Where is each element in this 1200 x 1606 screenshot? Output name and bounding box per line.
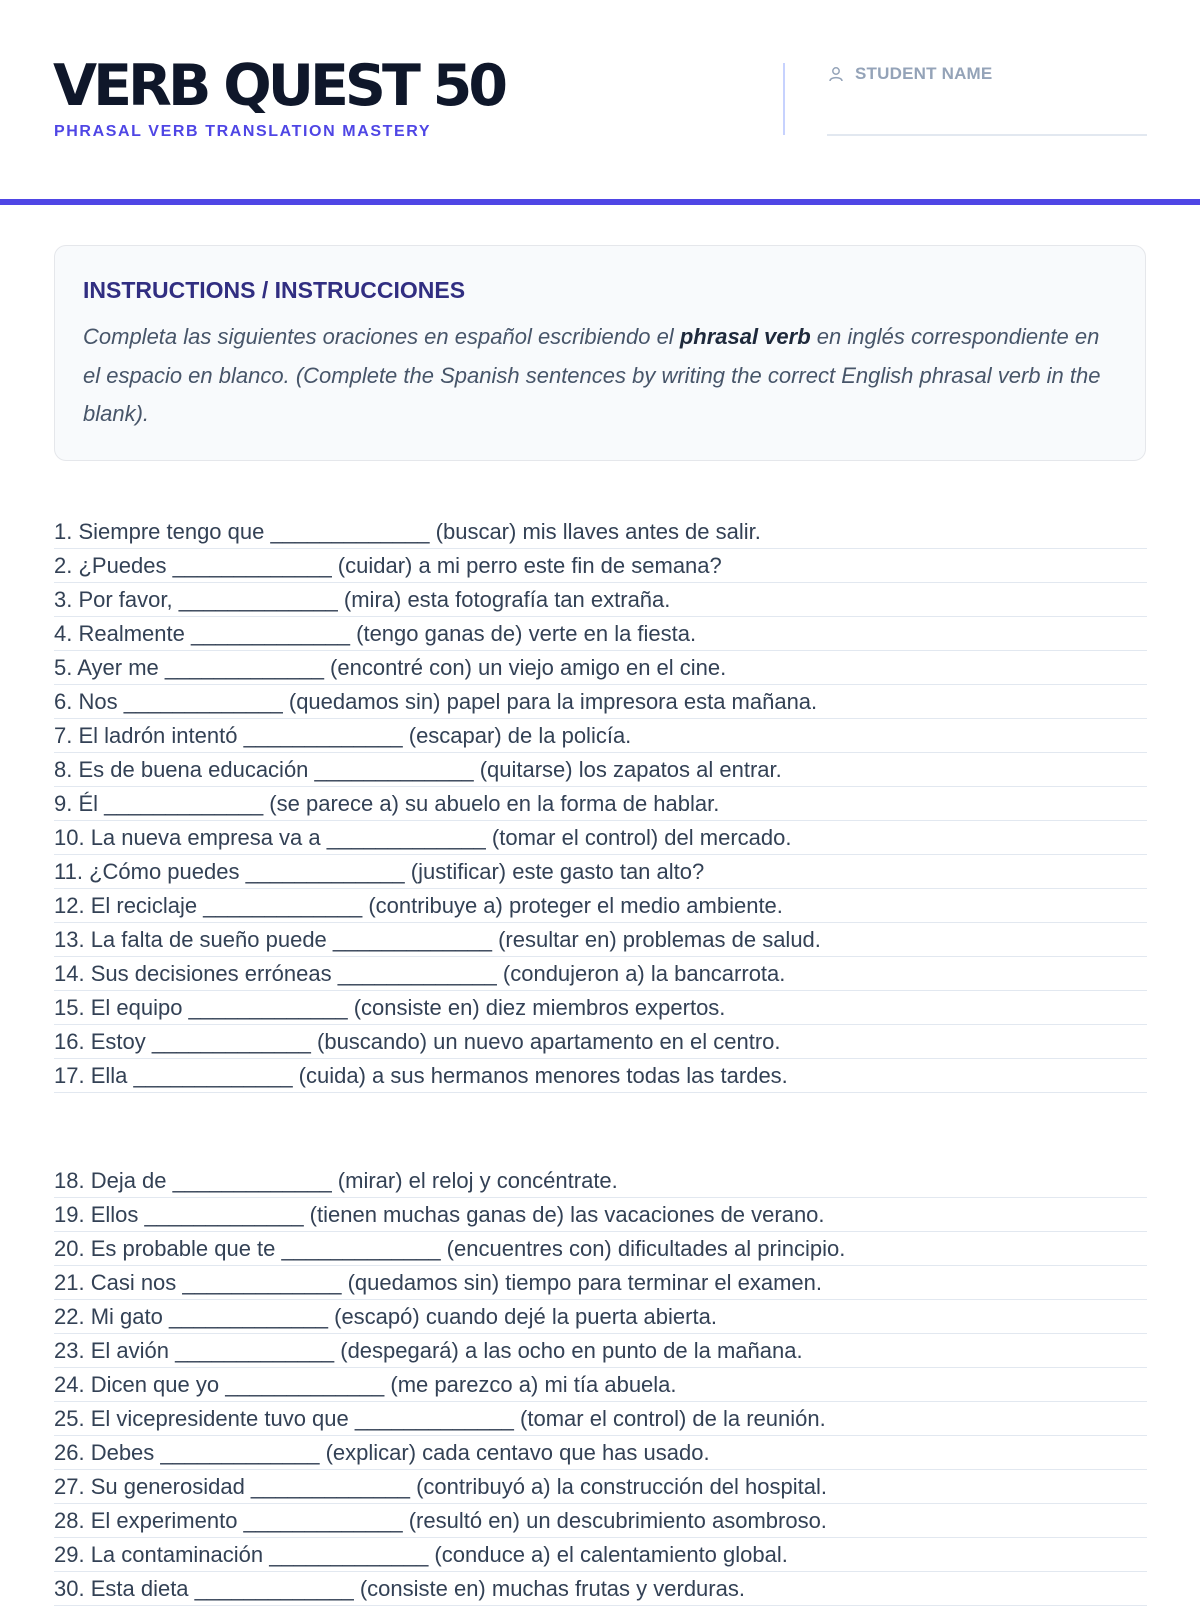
exercise-item[interactable]: 17. Ella _____________ (cuida) a sus hermanos menores todas las tardes. [54,1059,1147,1093]
exercise-item[interactable]: 15. El equipo _____________ (consiste en) diez miembros expertos. [54,991,1147,1025]
exercise-item[interactable]: 25. El vicepresidente tuvo que _____________ (tomar el control) de la reunión. [54,1402,1147,1436]
exercise-item[interactable]: 29. La contaminación _____________ (conduce a) el calentamiento global. [54,1538,1147,1572]
exercise-item[interactable]: 4. Realmente _____________ (tengo ganas de) verte en la fiesta. [54,617,1147,651]
exercise-item[interactable]: 23. El avión _____________ (despegará) a las ocho en punto de la mañana. [54,1334,1147,1368]
exercise-item[interactable]: 2. ¿Puedes _____________ (cuidar) a mi perro este fin de semana? [54,549,1147,583]
exercise-list-part-1 [54,515,1147,1093]
page-title: VERB QUEST 50 [53,53,505,119]
student-name-field[interactable] [827,64,1147,136]
exercise-item[interactable]: 30. Esta dieta _____________ (consiste en) muchas frutas y verduras. [54,1572,1147,1606]
exercise-item[interactable]: 28. El experimento _____________ (resultó en) un descubrimiento asombroso. [54,1504,1147,1538]
instructions-text-bold: phrasal verb [679,324,811,349]
exercise-item[interactable]: 22. Mi gato _____________ (escapó) cuando dejé la puerta abierta. [54,1300,1147,1334]
instructions-text-after: en inglés correspondiente en el espacio en blanco. (Complete the Spanish sentences by writing the correct English phrasal verb in the blank). [83,324,1101,426]
instructions-text [83,318,1103,434]
instructions-heading: INSTRUCTIONS / INSTRUCCIONES [83,277,466,303]
exercise-item[interactable]: 21. Casi nos _____________ (quedamos sin) tiempo para terminar el examen. [54,1266,1147,1300]
exercise-item[interactable]: 16. Estoy _____________ (buscando) un nuevo apartamento en el centro. [54,1025,1147,1059]
exercise-item[interactable]: 13. La falta de sueño puede _____________ (resultar en) problemas de salud. [54,923,1147,957]
exercise-item[interactable]: 11. ¿Cómo puedes _____________ (justificar) este gasto tan alto? [54,855,1147,889]
student-name-label-row [827,64,1147,84]
exercise-item[interactable]: 19. Ellos _____________ (tienen muchas ganas de) las vacaciones de verano. [54,1198,1147,1232]
exercise-item[interactable]: 8. Es de buena educación _____________ (quitarse) los zapatos al entrar. [54,753,1147,787]
user-icon [827,65,845,83]
header-divider [783,63,785,135]
exercise-item[interactable]: 20. Es probable que te _____________ (encuentres con) dificultades al principio. [54,1232,1147,1266]
worksheet-header [0,0,1200,205]
exercise-item[interactable]: 1. Siempre tengo que _____________ (buscar) mis llaves antes de salir. [54,515,1147,549]
instructions-text-before: Completa las siguientes oraciones en español escribiendo el [83,324,680,349]
exercise-item[interactable]: 12. El reciclaje _____________ (contribuye a) proteger el medio ambiente. [54,889,1147,923]
exercise-item[interactable]: 18. Deja de _____________ (mirar) el reloj y concéntrate. [54,1164,1147,1198]
exercise-item[interactable]: 9. Él _____________ (se parece a) su abuelo en la forma de hablar. [54,787,1147,821]
exercise-item[interactable]: 5. Ayer me _____________ (encontré con) un viejo amigo en el cine. [54,651,1147,685]
exercise-item[interactable]: 26. Debes _____________ (explicar) cada centavo que has usado. [54,1436,1147,1470]
exercise-item[interactable]: 7. El ladrón intentó _____________ (escapar) de la policía. [54,719,1147,753]
exercise-item[interactable]: 24. Dicen que yo _____________ (me parezco a) mi tía abuela. [54,1368,1147,1402]
exercise-item[interactable]: 3. Por favor, _____________ (mira) esta fotografía tan extraña. [54,583,1147,617]
page-subtitle: PHRASAL VERB TRANSLATION MASTERY [54,123,432,140]
exercise-item[interactable]: 14. Sus decisiones erróneas _____________ (condujeron a) la bancarrota. [54,957,1147,991]
exercise-item[interactable]: 27. Su generosidad _____________ (contribuyó a) la construcción del hospital. [54,1470,1147,1504]
exercise-list-part-2 [54,1164,1147,1606]
exercise-item[interactable]: 6. Nos _____________ (quedamos sin) papel para la impresora esta mañana. [54,685,1147,719]
instructions-box [54,245,1146,461]
student-name-label: STUDENT NAME [855,64,993,83]
exercise-item[interactable]: 10. La nueva empresa va a _____________ (tomar el control) del mercado. [54,821,1147,855]
student-name-input-line[interactable] [827,134,1147,136]
